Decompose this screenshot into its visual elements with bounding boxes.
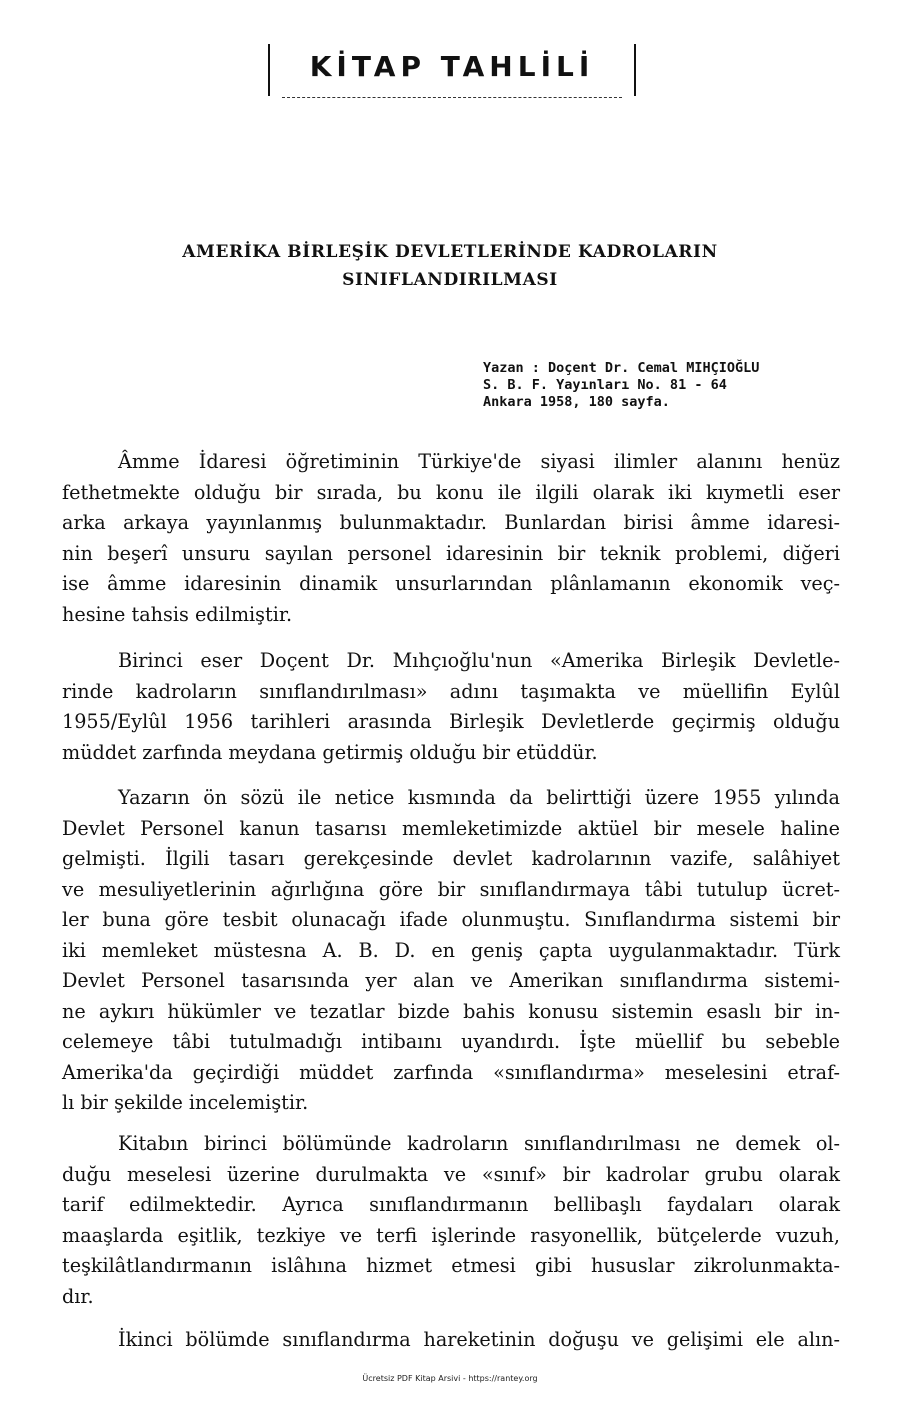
text-line: lı bir şekilde incelemiştir.	[62, 1091, 309, 1114]
text-line: Kitabın birinci bölümünde kadroların sınıflandırılması ne demek ol-	[118, 1132, 840, 1155]
author-line: Yazan : Doçent Dr. Cemal MIHÇIOĞLU	[483, 360, 760, 376]
text-line: Devlet Personel kanun tasarısı memleketimizde aktüel bir mesele haline	[62, 816, 840, 840]
text-line: teşkilâtlandırmanın islâhına hizmet etmesi gibi hususlar zikrolunmakta-	[62, 1254, 840, 1277]
text-line: İkinci bölümde sınıflandırma hareketinin doğuşu ve gelişimi ele alın-	[118, 1328, 840, 1351]
text-line: arka arkaya yayınlanmış bulunmaktadır. Bunlardan birisi âmme idaresi-	[62, 511, 840, 534]
footer-watermark: Ücretsiz PDF Kitap Arsivi - https://rantey.org	[362, 1374, 538, 1383]
text-line: gelmişti. İlgili tasarı gerekçesinde devlet kadrolarının vazife, salâhiyet	[62, 847, 840, 870]
text-line: celemeye tâbi tutulmadığı intibaını uyandırdı. İşte müellif bu sebeble	[62, 1030, 840, 1053]
section-header	[268, 38, 636, 100]
text-line: nin beşerî unsuru sayılan personel idaresinin bir teknik problemi, diğeri	[62, 541, 840, 565]
publication-line: Ankara 1958, 180 sayfa.	[483, 394, 670, 410]
text-line: Amerika'da geçirdiği müddet zarfında «sınıflandırma» meselesini etraf-	[62, 1060, 840, 1084]
header-right-bar	[634, 44, 636, 96]
text-line: ler buna göre tesbit olunacağı ifade olunmuştu. Sınıflandırma sistemi bir	[62, 908, 840, 931]
header-underline	[282, 97, 622, 98]
text-line: fethetmekte olduğu bir sırada, bu konu ile ilgili olarak iki kıymetli eser	[62, 480, 840, 504]
text-line: duğu meselesi üzerine durulmakta ve «sınıf» bir kadrolar grubu olarak	[62, 1162, 840, 1186]
text-line: Yazarın ön sözü ile netice kısmında da belirttiği üzere 1955 yılında	[118, 786, 840, 809]
text-line: 1955/Eylûl 1956 tarihleri arasında Birleşik Devletlerde geçirmiş olduğu	[62, 710, 840, 733]
text-line: hesine tahsis edilmiştir.	[62, 602, 293, 626]
text-line: tarif edilmektedir. Ayrıca sınıflandırmanın bellibaşlı faydaları olarak	[62, 1193, 840, 1216]
article-title-line-2: SINIFLANDIRILMASI	[342, 270, 558, 290]
text-line: maaşlarda eşitlik, tezkiye ve terfi işlerinde rasyonellik, bütçelerde vuzuh,	[62, 1223, 840, 1247]
text-line: müddet zarfında meydana getirmiş olduğu bir etüddür.	[62, 740, 598, 764]
paragraph-1	[62, 447, 840, 630]
section-label: KİTAP TAHLİLİ	[309, 50, 595, 83]
text-line: rinde kadroların sınıflandırılması» adını taşımakta ve müellifin Eylûl	[62, 679, 840, 703]
text-line: ne aykırı hükümler ve tezatlar bizde bahis konusu sistemin esaslı bir in-	[62, 999, 840, 1023]
text-line: Birinci eser Doçent Dr. Mıhçıoğlu'nun «Amerika Birleşik Devletle-	[118, 649, 840, 672]
article-title-line-1: AMERİKA BİRLEŞİK DEVLETLERİNDE KADROLARIN	[182, 242, 718, 262]
paragraph-4	[62, 1129, 840, 1312]
text-line: Devlet Personel tasarısında yer alan ve Amerikan sınıflandırma sistemi-	[62, 969, 840, 992]
text-line: iki memleket müstesna A. B. D. en geniş çapta uygulanmaktadır. Türk	[62, 938, 840, 962]
paragraph-3	[62, 783, 840, 1119]
series-line: S. B. F. Yayınları No. 81 - 64	[483, 377, 727, 393]
book-metadata	[483, 360, 759, 411]
paragraph-2	[62, 646, 840, 768]
text-line: ve mesuliyetlerinin ağırlığına göre bir sınıflandırmaya tâbi tutulup ücret-	[62, 877, 840, 901]
text-line: Âmme İdaresi öğretiminin Türkiye'de siyasi ilimler alanını henüz	[118, 450, 840, 473]
text-line: dır.	[62, 1284, 94, 1308]
text-line: ise âmme idaresinin dinamik unsurlarından plânlamanın ekonomik veç-	[62, 572, 840, 595]
paragraph-5	[62, 1325, 840, 1356]
